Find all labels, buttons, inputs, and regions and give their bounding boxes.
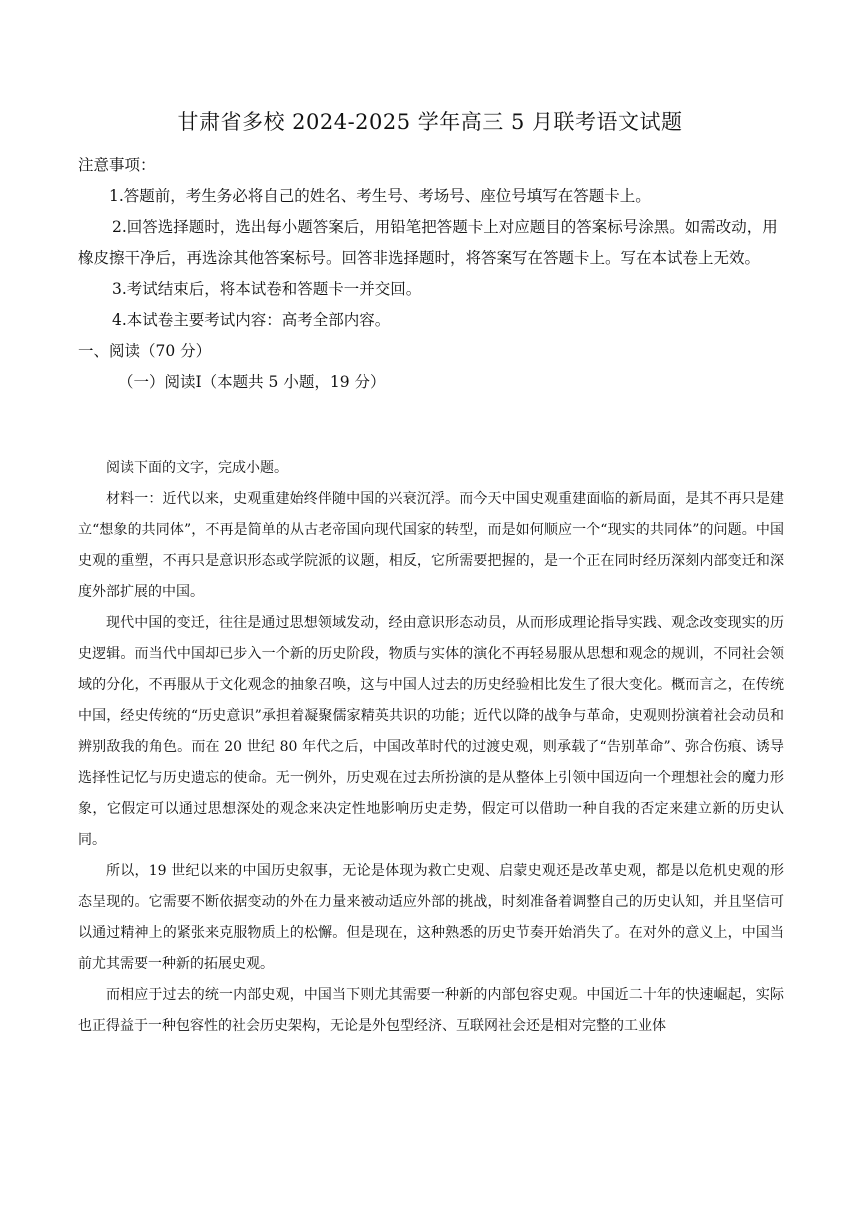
material-paragraph-4: 而相应于过去的统一内部史观，中国当下则尤其需要一种新的内部包容史观。中国近二十年的快速崛起，实际也正得益于一种包容性的社会历史架构，无论是外包型经济、互联网社会还是相对完整的工业体	[78, 987, 784, 1034]
notice-item-2: 2.回答选择题时，选出每小题答案后，用铅笔把答题卡上对应题目的答案标号涂黑。如需改动，用橡皮擦干净后，再选涂其他答案标号。回答非选择题时，将答案写在答题卡上。写在本试卷上无效。	[78, 218, 778, 267]
notice-block	[78, 150, 790, 398]
notice-item-4: 4.本试卷主要考试内容：高考全部内容。	[112, 311, 391, 329]
subsection-heading: （一）阅读Ⅰ（本题共 5 小题，19 分）	[118, 373, 386, 391]
section-heading: 一、阅读（70 分）	[78, 342, 212, 360]
notice-item-1: 1.答题前，考生务必将自己的姓名、考生号、考场号、座位号填写在答题卡上。	[109, 187, 651, 205]
material-paragraph-1: 材料一：近代以来，史观重建始终伴随中国的兴衰沉浮。而今天中国史观重建面临的新局面，是其不再只是建立“想象的共同体”，不再是简单的从古老帝国向现代国家的转型，而是如何顺应一个“现实的共同体”的问题。中国史观的重塑，不再只是意识形态或学院派的议题，相反，它所需要把握的，是一个正在同时经历深刻内部变迁和深度外部扩展的中国。	[78, 491, 784, 600]
exam-title: 甘肃省多校 2024-2025 学年高三 5 月联考语文试题	[177, 110, 683, 134]
material-paragraph-3: 所以，19 世纪以来的中国历史叙事，无论是体现为救亡史观、启蒙史观还是改革史观，都是以危机史观的形态呈现的。它需要不断依据变动的外在力量来被动适应外部的挑战，时刻准备着调整自己的历史认知，并且坚信可以通过精神上的紧张来克服物质上的松懈。但是现在，这种熟悉的历史节奏开始消失了。在对外的意义上，中国当前尤其需要一种新的拓展史观。	[78, 863, 784, 972]
material-paragraph-2: 现代中国的变迁，往往是通过思想领域发动，经由意识形态动员，从而形成理论指导实践、观念改变现实的历史逻辑。而当代中国却已步入一个新的历史阶段，物质与实体的演化不再轻易服从思想和观念的规训，不同社会领域的分化，不再服从于文化观念的抽象召唤，这与中国人过去的历史经验相比发生了很大变化。概而言之，在传统中国，经史传统的“历史意识”承担着凝聚儒家精英共识的功能；近代以降的战争与革命，史观则扮演着社会动员和辨别敌我的角色。而在 20 世纪 80 年代之后，中国改革时代的过渡史观，则承载了“告别革命”、弥合伤痕、诱导选择性记忆与历史遗忘的使命。无一例外，历史观在过去所扮演的是从整体上引领中国迈向一个理想社会的魔力形象，它假定可以通过思想深处的观念来决定性地影响历史走势，假定可以借助一种自我的否定来建立新的历史认同。	[78, 615, 784, 848]
notice-heading: 注意事项：	[78, 156, 156, 174]
notice-item-3: 3.考试结束后，将本试卷和答题卡一并交回。	[112, 280, 422, 298]
reading-material	[78, 453, 784, 1042]
reading-instruction: 阅读下面的文字，完成小题。	[106, 460, 288, 476]
